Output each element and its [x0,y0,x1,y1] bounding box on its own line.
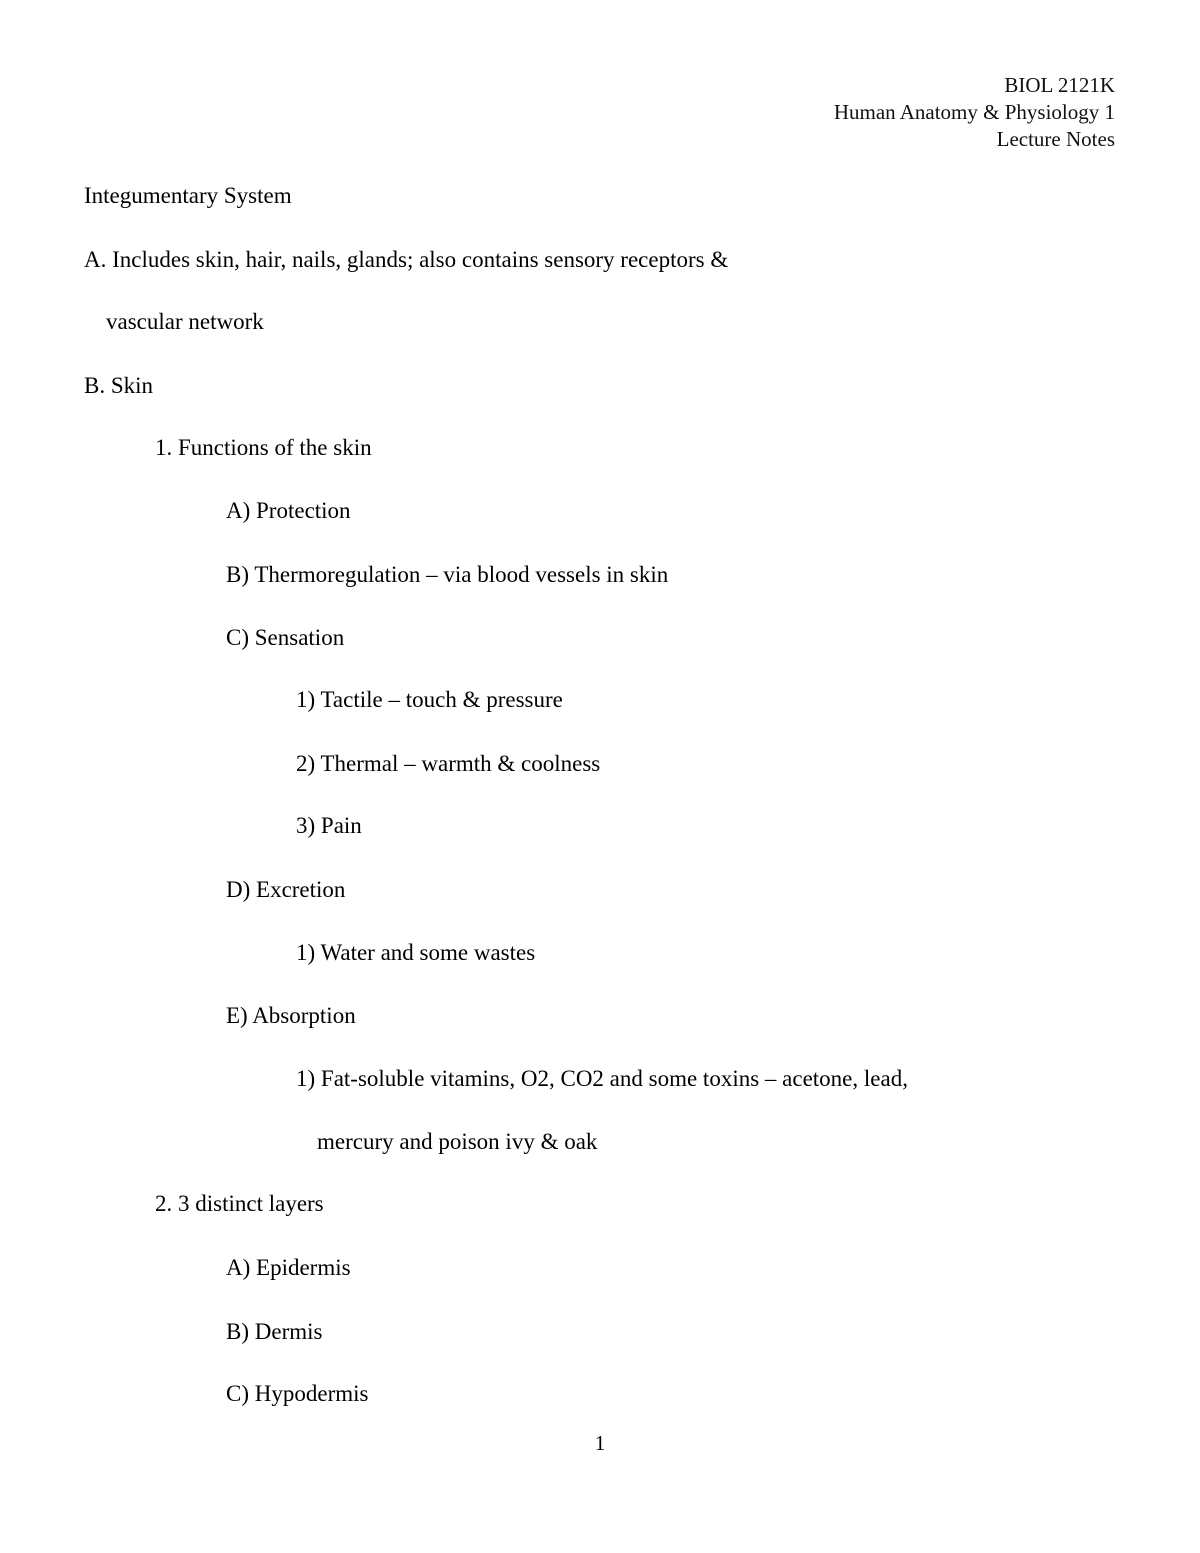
document-type: Lecture Notes [996,127,1115,151]
outline-item-b1-c: C) Sensation [226,625,345,650]
outline-item-b1-d: D) Excretion [226,877,346,902]
outline-item-a: A. Includes skin, hair, nails, glands; also contains sensory receptors & [84,247,729,272]
outline-item-b1-d1: 1) Water and some wastes [296,940,536,965]
course-subject: Human Anatomy & Physiology 1 [833,100,1115,124]
outline-item-b1-b: B) Thermoregulation – via blood vessels in skin [226,562,669,587]
page-header [834,72,1115,153]
outline-item-b1-e1-continued: mercury and poison ivy & oak [317,1129,598,1154]
outline-item-b1-c3: 3) Pain [296,813,362,838]
outline-item-b2-c: C) Hypodermis [226,1381,369,1406]
outline-item-b1-c1: 1) Tactile – touch & pressure [296,687,563,712]
page-number: 1 [594,1431,606,1455]
outline-item-b2: 2. 3 distinct layers [155,1191,324,1216]
outline-item-b1-e: E) Absorption [226,1003,356,1028]
outline-item-b1-e1: 1) Fat-soluble vitamins, O2, CO2 and some toxins – acetone, lead, [296,1066,908,1091]
document-title: Integumentary System [84,183,292,208]
outline-item-b1-a: A) Protection [226,498,351,523]
outline-item-b2-a: A) Epidermis [226,1255,351,1280]
outline-item-b: B. Skin [84,373,154,398]
outline-item-b1-c2: 2) Thermal – warmth & coolness [296,751,601,776]
course-code: BIOL 2121K [1004,73,1115,97]
outline-item-b2-b: B) Dermis [226,1319,323,1344]
outline-item-b1: 1. Functions of the skin [155,435,372,460]
outline-item-a-continued: vascular network [106,309,264,334]
